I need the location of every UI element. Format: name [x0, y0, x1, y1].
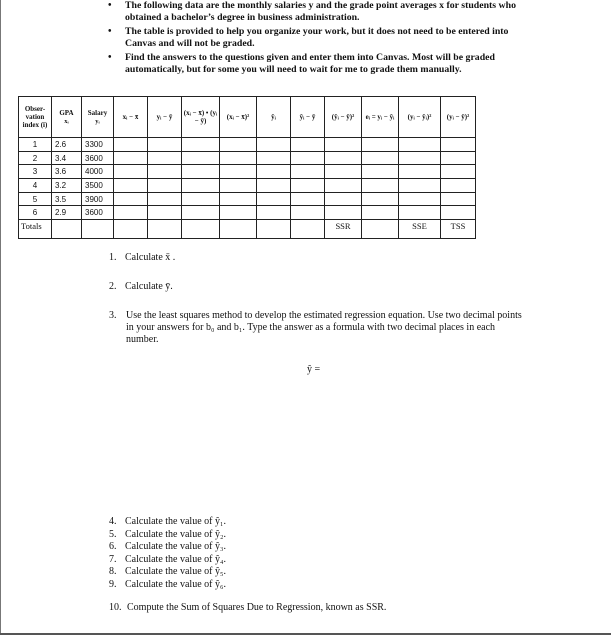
- header-yhat-dev-squared: (ŷᵢ − ȳ)²: [325, 97, 362, 138]
- header-y-dev-squared: (yᵢ − ȳ)²: [441, 97, 476, 138]
- list-item: 4. Calculate the value of ŷ₁.: [109, 516, 226, 527]
- header-salary: Salary yᵢ: [82, 97, 114, 138]
- sse-label: SSE: [399, 220, 441, 239]
- questions-list: [109, 516, 386, 614]
- header-residual: eᵢ = yᵢ − ŷᵢ: [362, 97, 399, 138]
- list-item: 7. Calculate the value of ŷ₄.: [109, 553, 226, 565]
- worksheet-table: [18, 96, 476, 239]
- header-y-dev: yᵢ − ȳ: [148, 97, 182, 138]
- header-salary-symbol: yᵢ: [95, 117, 100, 125]
- header-yhat-dev: ŷᵢ − ȳ: [291, 97, 325, 138]
- question-3: 3. Use the least squares method to develop the estimated regression equation. Use two decimal points in your answers for b₀ and b₁. Type the answer as a formula with two decimal places in each number.: [109, 310, 522, 345]
- list-item: 10. Compute the Sum of Squares Due to Regression, known as SSR.: [109, 601, 387, 613]
- header-x-dev-squared: (xᵢ − x̄)²: [220, 97, 257, 138]
- tss-label: TSS: [441, 220, 476, 239]
- bullet-icon: •: [108, 26, 112, 37]
- totals-label: Totals: [19, 220, 52, 239]
- table-row: 2 3.4 3600: [19, 151, 476, 165]
- instruction-item: [108, 0, 528, 24]
- instruction-text: The following data are the monthly salaries y and the grade point averages x for students who obtained a bachelor’s degree in business administration.: [125, 0, 516, 23]
- instruction-item: [108, 52, 528, 76]
- question-2: 2. Calculate ȳ.: [109, 281, 173, 292]
- list-item: 8. Calculate the value of ŷ₅.: [109, 566, 226, 578]
- regression-equation: ŷ =: [307, 364, 321, 375]
- header-y-hat: ŷᵢ: [257, 97, 291, 138]
- list-item: 5. Calculate the value of ŷ₂.: [109, 528, 226, 540]
- instructions-list: [108, 0, 528, 78]
- header-gpa: GPA xᵢ: [52, 97, 82, 138]
- totals-row: [19, 220, 476, 239]
- bullet-icon: •: [108, 0, 112, 11]
- ssr-label: SSR: [325, 220, 362, 239]
- table-row: 5 3.5 3900: [19, 192, 476, 206]
- table-row: 4 3.2 3500: [19, 179, 476, 193]
- header-residual-squared: (yᵢ − ŷᵢ)²: [399, 97, 441, 138]
- table-row: 1 2.6 3300: [19, 138, 476, 152]
- list-item: 9. Calculate the value of ŷ₆.: [109, 578, 226, 590]
- question-1: 1. Calculate x̄ .: [109, 252, 176, 263]
- header-cross-product: (xᵢ − x̄) • (yᵢ − ȳ): [182, 97, 220, 138]
- instruction-item: [108, 26, 528, 50]
- table-row: 3 3.6 4000: [19, 165, 476, 179]
- table-row: 6 2.9 3600: [19, 206, 476, 220]
- page-edge-left: [0, 0, 1, 635]
- header-gpa-symbol: xᵢ: [64, 117, 69, 125]
- bullet-icon: •: [108, 52, 112, 63]
- header-observation: Obser-vation index (i): [19, 97, 52, 138]
- list-item: 6. Calculate the value of ŷ₃.: [109, 541, 226, 553]
- table-header-row: [19, 97, 476, 138]
- header-x-dev: xᵢ − x̄: [114, 97, 148, 138]
- instruction-text: The table is provided to help you organize your work, but it does not need to be entered into Canvas and will not be graded.: [125, 26, 509, 49]
- instruction-text: Find the answers to the questions given and enter them into Canvas. Most will be graded automatically, but for some you will need to wait for me to grade them manually.: [125, 52, 495, 75]
